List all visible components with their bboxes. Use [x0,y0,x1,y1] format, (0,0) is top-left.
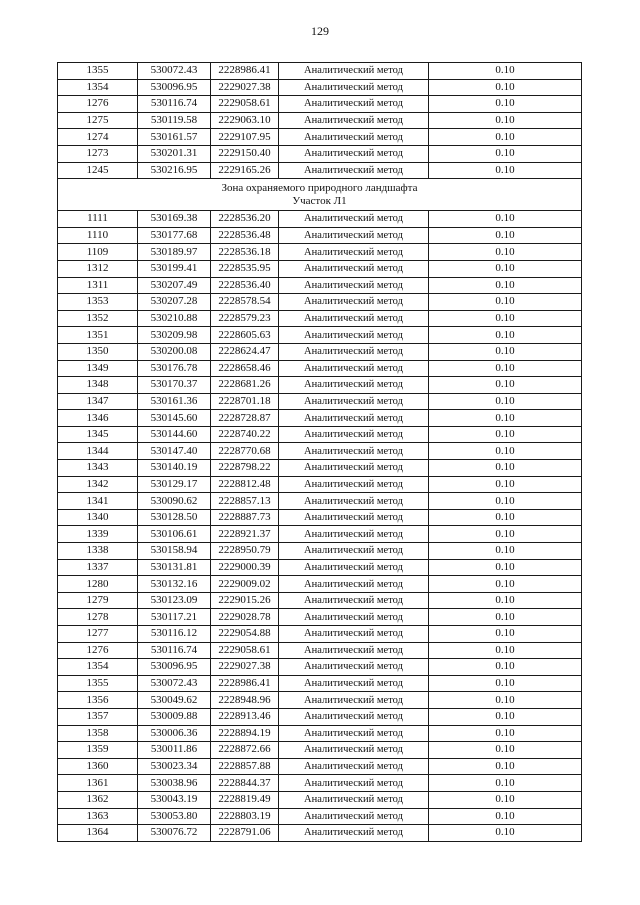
method-cell: Аналитический метод [279,642,429,659]
y-coordinate-cell: 2228701.18 [211,393,279,410]
x-coordinate-cell: 530177.68 [138,227,211,244]
point-number-cell: 1111 [58,211,138,228]
method-cell: Аналитический метод [279,742,429,759]
table-row [58,63,582,80]
point-number-cell: 1275 [58,112,138,129]
point-number-cell: 1363 [58,808,138,825]
accuracy-cell: 0.10 [429,443,582,460]
x-coordinate-cell: 530169.38 [138,211,211,228]
accuracy-cell: 0.10 [429,145,582,162]
point-number-cell: 1345 [58,426,138,443]
accuracy-cell: 0.10 [429,343,582,360]
method-cell: Аналитический метод [279,96,429,113]
y-coordinate-cell: 2229058.61 [211,96,279,113]
x-coordinate-cell: 530119.58 [138,112,211,129]
x-coordinate-cell: 530053.80 [138,808,211,825]
y-coordinate-cell: 2228791.06 [211,825,279,842]
y-coordinate-cell: 2228844.37 [211,775,279,792]
point-number-cell: 1338 [58,543,138,560]
point-number-cell: 1340 [58,509,138,526]
accuracy-cell: 0.10 [429,360,582,377]
table-row [58,509,582,526]
accuracy-cell: 0.10 [429,327,582,344]
point-number-cell: 1358 [58,725,138,742]
table-row [58,310,582,327]
section-row [58,179,582,211]
y-coordinate-cell: 2228535.95 [211,260,279,277]
accuracy-cell: 0.10 [429,825,582,842]
accuracy-cell: 0.10 [429,460,582,477]
point-number-cell: 1351 [58,327,138,344]
x-coordinate-cell: 530128.50 [138,509,211,526]
x-coordinate-cell: 530116.74 [138,642,211,659]
method-cell: Аналитический метод [279,260,429,277]
x-coordinate-cell: 530116.12 [138,626,211,643]
x-coordinate-cell: 530049.62 [138,692,211,709]
x-coordinate-cell: 530129.17 [138,476,211,493]
accuracy-cell: 0.10 [429,260,582,277]
method-cell: Аналитический метод [279,526,429,543]
method-cell: Аналитический метод [279,626,429,643]
y-coordinate-cell: 2228986.41 [211,675,279,692]
point-number-cell: 1342 [58,476,138,493]
x-coordinate-cell: 530216.95 [138,162,211,179]
point-number-cell: 1245 [58,162,138,179]
x-coordinate-cell: 530072.43 [138,63,211,80]
y-coordinate-cell: 2229058.61 [211,642,279,659]
x-coordinate-cell: 530140.19 [138,460,211,477]
table-row [58,609,582,626]
x-coordinate-cell: 530038.96 [138,775,211,792]
method-cell: Аналитический метод [279,377,429,394]
table-row [58,377,582,394]
accuracy-cell: 0.10 [429,808,582,825]
section-plot-title: Участок Л1 [292,194,347,207]
point-number-cell: 1356 [58,692,138,709]
x-coordinate-cell: 530207.49 [138,277,211,294]
table-row [58,808,582,825]
method-cell: Аналитический метод [279,476,429,493]
y-coordinate-cell: 2228950.79 [211,543,279,560]
y-coordinate-cell: 2229027.38 [211,659,279,676]
method-cell: Аналитический метод [279,410,429,427]
accuracy-cell: 0.10 [429,227,582,244]
table-row [58,642,582,659]
y-coordinate-cell: 2228728.87 [211,410,279,427]
x-coordinate-cell: 530043.19 [138,791,211,808]
method-cell: Аналитический метод [279,559,429,576]
y-coordinate-cell: 2228536.48 [211,227,279,244]
accuracy-cell: 0.10 [429,692,582,709]
point-number-cell: 1360 [58,758,138,775]
y-coordinate-cell: 2228536.20 [211,211,279,228]
table-row [58,360,582,377]
point-number-cell: 1279 [58,592,138,609]
table-row [58,708,582,725]
accuracy-cell: 0.10 [429,775,582,792]
table-row [58,145,582,162]
accuracy-cell: 0.10 [429,476,582,493]
y-coordinate-cell: 2228887.73 [211,509,279,526]
x-coordinate-cell: 530096.95 [138,659,211,676]
accuracy-cell: 0.10 [429,129,582,146]
method-cell: Аналитический метод [279,509,429,526]
table-row [58,659,582,676]
point-number-cell: 1274 [58,129,138,146]
point-number-cell: 1341 [58,493,138,510]
section-zone-title: Зона охраняемого природного ландшафта [221,181,418,194]
accuracy-cell: 0.10 [429,626,582,643]
x-coordinate-cell: 530132.16 [138,576,211,593]
table-row [58,775,582,792]
x-coordinate-cell: 530131.81 [138,559,211,576]
x-coordinate-cell: 530023.34 [138,758,211,775]
y-coordinate-cell: 2228819.49 [211,791,279,808]
point-number-cell: 1348 [58,377,138,394]
point-number-cell: 1339 [58,526,138,543]
table-row [58,675,582,692]
method-cell: Аналитический метод [279,460,429,477]
point-number-cell: 1337 [58,559,138,576]
y-coordinate-cell: 2229027.38 [211,79,279,96]
y-coordinate-cell: 2229009.02 [211,576,279,593]
point-number-cell: 1354 [58,79,138,96]
section-title-cell [58,179,582,211]
y-coordinate-cell: 2229015.26 [211,592,279,609]
page-number: 129 [311,24,329,38]
accuracy-cell: 0.10 [429,659,582,676]
y-coordinate-cell: 2228536.40 [211,277,279,294]
table-row [58,277,582,294]
accuracy-cell: 0.10 [429,725,582,742]
y-coordinate-cell: 2228857.88 [211,758,279,775]
y-coordinate-cell: 2228986.41 [211,63,279,80]
table-row [58,559,582,576]
method-cell: Аналитический метод [279,211,429,228]
x-coordinate-cell: 530161.36 [138,393,211,410]
y-coordinate-cell: 2228770.68 [211,443,279,460]
y-coordinate-cell: 2228579.23 [211,310,279,327]
x-coordinate-cell: 530147.40 [138,443,211,460]
x-coordinate-cell: 530170.37 [138,377,211,394]
x-coordinate-cell: 530106.61 [138,526,211,543]
x-coordinate-cell: 530201.31 [138,145,211,162]
x-coordinate-cell: 530072.43 [138,675,211,692]
y-coordinate-cell: 2228536.18 [211,244,279,261]
point-number-cell: 1110 [58,227,138,244]
x-coordinate-cell: 530076.72 [138,825,211,842]
accuracy-cell: 0.10 [429,426,582,443]
accuracy-cell: 0.10 [429,642,582,659]
x-coordinate-cell: 530189.97 [138,244,211,261]
table-row [58,393,582,410]
table-row [58,626,582,643]
table-row [58,260,582,277]
y-coordinate-cell: 2228803.19 [211,808,279,825]
accuracy-cell: 0.10 [429,294,582,311]
accuracy-cell: 0.10 [429,410,582,427]
accuracy-cell: 0.10 [429,791,582,808]
table-row [58,343,582,360]
point-number-cell: 1362 [58,791,138,808]
method-cell: Аналитический метод [279,808,429,825]
accuracy-cell: 0.10 [429,526,582,543]
point-number-cell: 1276 [58,96,138,113]
point-number-cell: 1273 [58,145,138,162]
x-coordinate-cell: 530145.60 [138,410,211,427]
table-row [58,162,582,179]
accuracy-cell: 0.10 [429,592,582,609]
table-row [58,526,582,543]
point-number-cell: 1350 [58,343,138,360]
x-coordinate-cell: 530210.88 [138,310,211,327]
method-cell: Аналитический метод [279,360,429,377]
table-row [58,294,582,311]
accuracy-cell: 0.10 [429,310,582,327]
accuracy-cell: 0.10 [429,708,582,725]
table-row [58,476,582,493]
method-cell: Аналитический метод [279,277,429,294]
y-coordinate-cell: 2228658.46 [211,360,279,377]
method-cell: Аналитический метод [279,592,429,609]
accuracy-cell: 0.10 [429,543,582,560]
y-coordinate-cell: 2228578.54 [211,294,279,311]
accuracy-cell: 0.10 [429,758,582,775]
x-coordinate-cell: 530011.86 [138,742,211,759]
table-row [58,244,582,261]
method-cell: Аналитический метод [279,327,429,344]
accuracy-cell: 0.10 [429,63,582,80]
method-cell: Аналитический метод [279,675,429,692]
x-coordinate-cell: 530207.28 [138,294,211,311]
y-coordinate-cell: 2229063.10 [211,112,279,129]
x-coordinate-cell: 530144.60 [138,426,211,443]
method-cell: Аналитический метод [279,775,429,792]
y-coordinate-cell: 2228948.96 [211,692,279,709]
table-row [58,112,582,129]
y-coordinate-cell: 2228913.46 [211,708,279,725]
method-cell: Аналитический метод [279,393,429,410]
method-cell: Аналитический метод [279,609,429,626]
table-row [58,493,582,510]
accuracy-cell: 0.10 [429,675,582,692]
method-cell: Аналитический метод [279,825,429,842]
point-number-cell: 1277 [58,626,138,643]
table-row [58,460,582,477]
table-row [58,791,582,808]
table-row [58,725,582,742]
table-row [58,576,582,593]
point-number-cell: 1278 [58,609,138,626]
method-cell: Аналитический метод [279,129,429,146]
method-cell: Аналитический метод [279,244,429,261]
point-number-cell: 1357 [58,708,138,725]
y-coordinate-cell: 2229028.78 [211,609,279,626]
x-coordinate-cell: 530009.88 [138,708,211,725]
table-row [58,129,582,146]
method-cell: Аналитический метод [279,310,429,327]
accuracy-cell: 0.10 [429,211,582,228]
table-row [58,592,582,609]
method-cell: Аналитический метод [279,79,429,96]
y-coordinate-cell: 2229000.39 [211,559,279,576]
accuracy-cell: 0.10 [429,576,582,593]
method-cell: Аналитический метод [279,758,429,775]
method-cell: Аналитический метод [279,145,429,162]
point-number-cell: 1364 [58,825,138,842]
y-coordinate-cell: 2228812.48 [211,476,279,493]
method-cell: Аналитический метод [279,493,429,510]
x-coordinate-cell: 530200.08 [138,343,211,360]
accuracy-cell: 0.10 [429,244,582,261]
method-cell: Аналитический метод [279,426,429,443]
accuracy-cell: 0.10 [429,96,582,113]
y-coordinate-cell: 2228740.22 [211,426,279,443]
accuracy-cell: 0.10 [429,742,582,759]
y-coordinate-cell: 2228798.22 [211,460,279,477]
x-coordinate-cell: 530176.78 [138,360,211,377]
method-cell: Аналитический метод [279,543,429,560]
table-row [58,543,582,560]
x-coordinate-cell: 530117.21 [138,609,211,626]
method-cell: Аналитический метод [279,343,429,360]
point-number-cell: 1353 [58,294,138,311]
point-number-cell: 1347 [58,393,138,410]
method-cell: Аналитический метод [279,791,429,808]
table-body-after [58,211,582,842]
point-number-cell: 1343 [58,460,138,477]
accuracy-cell: 0.10 [429,509,582,526]
point-number-cell: 1354 [58,659,138,676]
x-coordinate-cell: 530161.57 [138,129,211,146]
y-coordinate-cell: 2228605.63 [211,327,279,344]
method-cell: Аналитический метод [279,112,429,129]
point-number-cell: 1311 [58,277,138,294]
point-number-cell: 1109 [58,244,138,261]
y-coordinate-cell: 2228624.47 [211,343,279,360]
accuracy-cell: 0.10 [429,559,582,576]
table-row [58,410,582,427]
point-number-cell: 1352 [58,310,138,327]
y-coordinate-cell: 2229107.95 [211,129,279,146]
point-number-cell: 1359 [58,742,138,759]
y-coordinate-cell: 2228872.66 [211,742,279,759]
accuracy-cell: 0.10 [429,393,582,410]
x-coordinate-cell: 530116.74 [138,96,211,113]
section-header [58,179,582,211]
table-body-before [58,63,582,179]
accuracy-cell: 0.10 [429,377,582,394]
table-row [58,79,582,96]
table-row [58,426,582,443]
table-row [58,443,582,460]
method-cell: Аналитический метод [279,659,429,676]
point-number-cell: 1276 [58,642,138,659]
accuracy-cell: 0.10 [429,112,582,129]
table-row [58,692,582,709]
y-coordinate-cell: 2229054.88 [211,626,279,643]
accuracy-cell: 0.10 [429,277,582,294]
method-cell: Аналитический метод [279,725,429,742]
method-cell: Аналитический метод [279,294,429,311]
table-row [58,758,582,775]
accuracy-cell: 0.10 [429,493,582,510]
method-cell: Аналитический метод [279,692,429,709]
point-number-cell: 1344 [58,443,138,460]
coordinates-table [57,62,582,842]
y-coordinate-cell: 2228894.19 [211,725,279,742]
method-cell: Аналитический метод [279,443,429,460]
table-row [58,742,582,759]
method-cell: Аналитический метод [279,708,429,725]
point-number-cell: 1349 [58,360,138,377]
method-cell: Аналитический метод [279,576,429,593]
y-coordinate-cell: 2229150.40 [211,145,279,162]
y-coordinate-cell: 2228921.37 [211,526,279,543]
x-coordinate-cell: 530199.41 [138,260,211,277]
x-coordinate-cell: 530209.98 [138,327,211,344]
point-number-cell: 1355 [58,63,138,80]
table-row [58,96,582,113]
x-coordinate-cell: 530090.62 [138,493,211,510]
y-coordinate-cell: 2228681.26 [211,377,279,394]
x-coordinate-cell: 530096.95 [138,79,211,96]
accuracy-cell: 0.10 [429,162,582,179]
x-coordinate-cell: 530006.36 [138,725,211,742]
x-coordinate-cell: 530158.94 [138,543,211,560]
table-row [58,227,582,244]
table-row [58,327,582,344]
point-number-cell: 1346 [58,410,138,427]
y-coordinate-cell: 2229165.26 [211,162,279,179]
point-number-cell: 1280 [58,576,138,593]
method-cell: Аналитический метод [279,227,429,244]
point-number-cell: 1361 [58,775,138,792]
table-row [58,211,582,228]
point-number-cell: 1355 [58,675,138,692]
x-coordinate-cell: 530123.09 [138,592,211,609]
point-number-cell: 1312 [58,260,138,277]
method-cell: Аналитический метод [279,162,429,179]
method-cell: Аналитический метод [279,63,429,80]
table-row [58,825,582,842]
accuracy-cell: 0.10 [429,79,582,96]
accuracy-cell: 0.10 [429,609,582,626]
y-coordinate-cell: 2228857.13 [211,493,279,510]
